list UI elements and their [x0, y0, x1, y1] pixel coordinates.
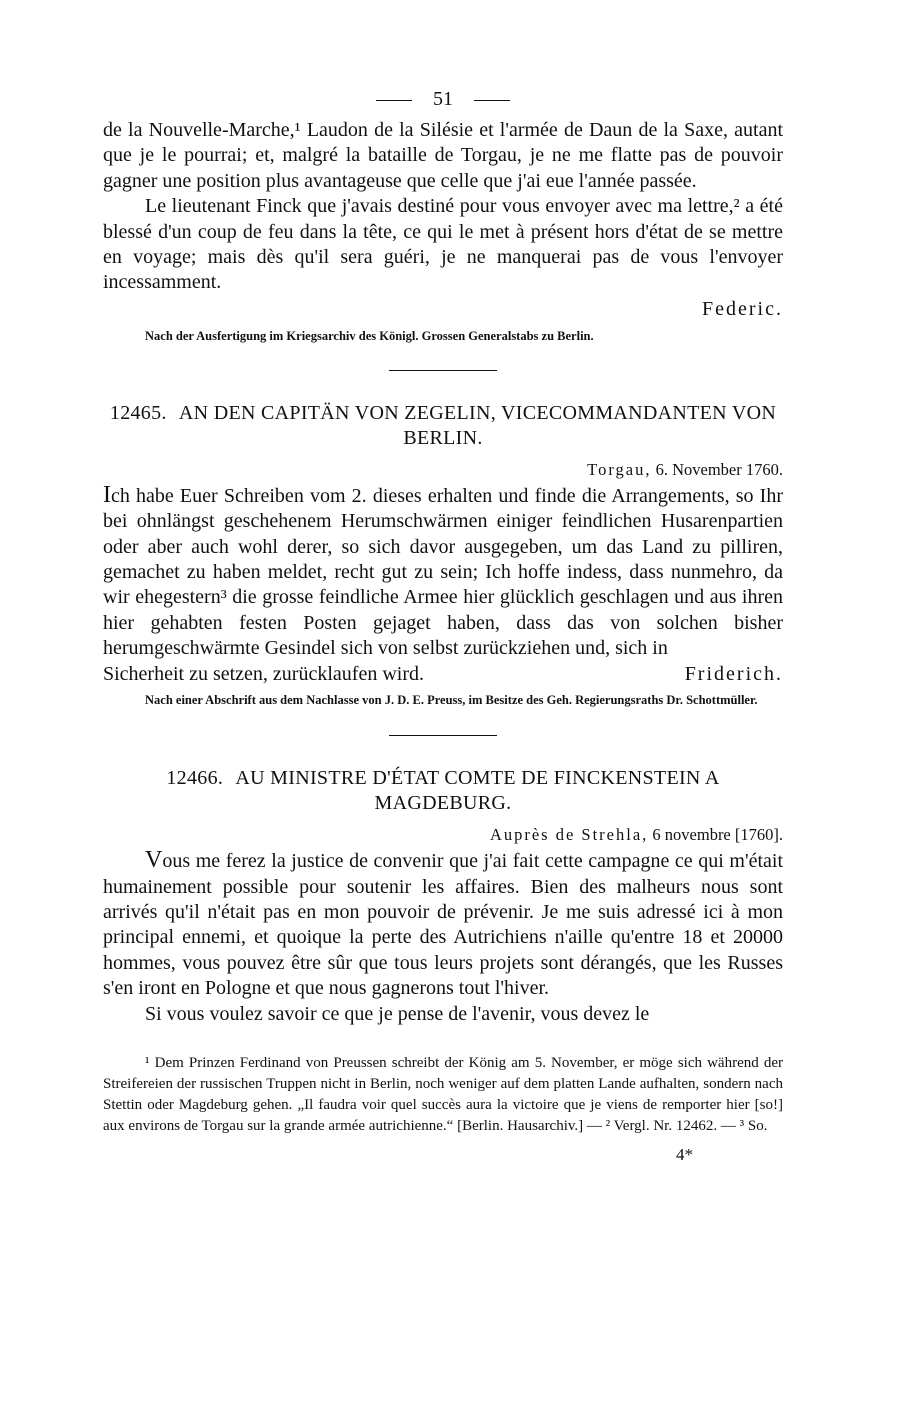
letter-number: 12466.	[166, 767, 224, 790]
letter-paragraph: Le lieutenant Finck que j'avais destiné pour vous envoyer avec ma lettre,² a été blessé d'un coup de feu dans la tête, ce qui le met à présent hors d'état de se mettre en voyage; mais dès qu'il sera guéri, je ne manquerai pas de vous l'envoyer incessamment.	[103, 195, 783, 294]
section-divider	[389, 370, 497, 371]
letter-place: Auprès de Strehla,	[489, 825, 649, 845]
letter-date: 6 novembre [1760].	[652, 825, 783, 845]
letter-number: 12465.	[109, 401, 167, 424]
letter-heading	[103, 766, 783, 816]
header-dash-right	[474, 100, 510, 101]
footnotes	[103, 1053, 783, 1137]
letter-body	[103, 848, 783, 1001]
previous-letter-continuation	[103, 118, 783, 344]
source-note: Nach einer Abschrift aus dem Nachlasse von J. D. E. Preuss, im Besitze des Geh. Regierungsraths Dr. Schottmüller.	[145, 693, 758, 708]
letter-closing-line	[103, 662, 783, 687]
document-page	[103, 84, 783, 1165]
initial-capital: I	[103, 481, 111, 508]
letter-paragraph: de la Nouvelle-Marche,¹ Laudon de la Silésie et l'armée de Daun de la Saxe, autant que je le pourrai; et, malgré la bataille de Torgau, je ne me flatte pas de pouvoir gagner une position plus avantageuse que celle que j'ai eue l'année passée.	[103, 119, 783, 192]
letter-12466	[103, 766, 783, 1027]
letter-paragraph: Si vous voulez savoir ce que je pense de l'avenir, vous devez le	[145, 1002, 650, 1025]
signature: Friderich.	[684, 662, 783, 685]
letter-title: AN DEN CAPITÄN VON ZEGELIN, VICECOMMANDANTEN VON BERLIN.	[178, 401, 777, 449]
letter-body	[103, 483, 783, 662]
letter-title: AU MINISTRE D'ÉTAT COMTE DE FINCKENSTEIN A MAGDEBURG.	[235, 767, 720, 815]
letter-date: 6. November 1760.	[655, 459, 783, 479]
initial-capital: V	[145, 847, 163, 874]
page-number: 51	[433, 88, 453, 110]
letter-place: Torgau,	[587, 459, 652, 479]
signature: Federic.	[702, 297, 783, 320]
letter-12465	[103, 401, 783, 709]
letter-body-text: ch habe Euer Schreiben vom 2. dieses erhalten und finde die Arrangements, so Ihr bei ohnlängst geschehenem Herumschwärmen einiger feindlichen Husarenpartien oder aber auch wohl derer, so sich davor ausgegeben, um das Land zu pilliren, gemachet zu haben meldet, recht gut zu sein; Ich hoffe indess, dass nunmehro, da wir ehegestern³ die grosse feindliche Armee hier glücklich geschlagen und aus ihren hier gehabten festen Posten gejaget haben, dass das von solchen bisher herumgeschwärmte Gesindel sich von selbst zurückziehen und, sich in	[103, 484, 783, 660]
letter-body-text: ous me ferez la justice de convenir que j'ai fait cette campagne ce qui m'était humainement possible pour soutenir les affaires. Bien des malheurs nous sont arrivés qu'il n'était pas en mon pouvoir de prévenir. Je me suis adressé ici à mon principal ennemi, et quoique la perte des Autrichiens n'aille qu'entre 18 et 20000 hommes, vous pouvez être sûr que tous leurs projets sont dérangés, que les Russes s'en iront en Pologne et que nous gagnerons tout l'hiver.	[103, 850, 783, 1000]
source-note: Nach der Ausfertigung im Kriegsarchiv des Königl. Grossen Generalstabs zu Berlin.	[145, 328, 594, 343]
letter-dateline	[103, 457, 783, 483]
footnote-text: ¹ Dem Prinzen Ferdinand von Preussen schreibt der König am 5. November, er möge sich während der Streifereien der russischen Truppen nicht in Berlin, noch weniger auf dem platten Lande aufhalten, sondern nach Stettin oder Magdeburg gehen. „Il faudra voir quel succès aura la victoire que je viens de remporter hier [so!] aux environs de Torgau sur la grande armée autrichienne.“ [Berlin. Hausarchiv.] — ² Vergl. Nr. 12462. — ³ So.	[103, 1054, 783, 1134]
section-divider	[389, 735, 497, 736]
header-dash-left	[376, 100, 412, 101]
page-header	[103, 84, 783, 114]
letter-dateline	[103, 822, 783, 848]
letter-heading	[103, 401, 783, 451]
sheet-signature: 4*	[676, 1144, 693, 1164]
letter-last-line: Sicherheit zu setzen, zurücklaufen wird.	[103, 662, 424, 685]
